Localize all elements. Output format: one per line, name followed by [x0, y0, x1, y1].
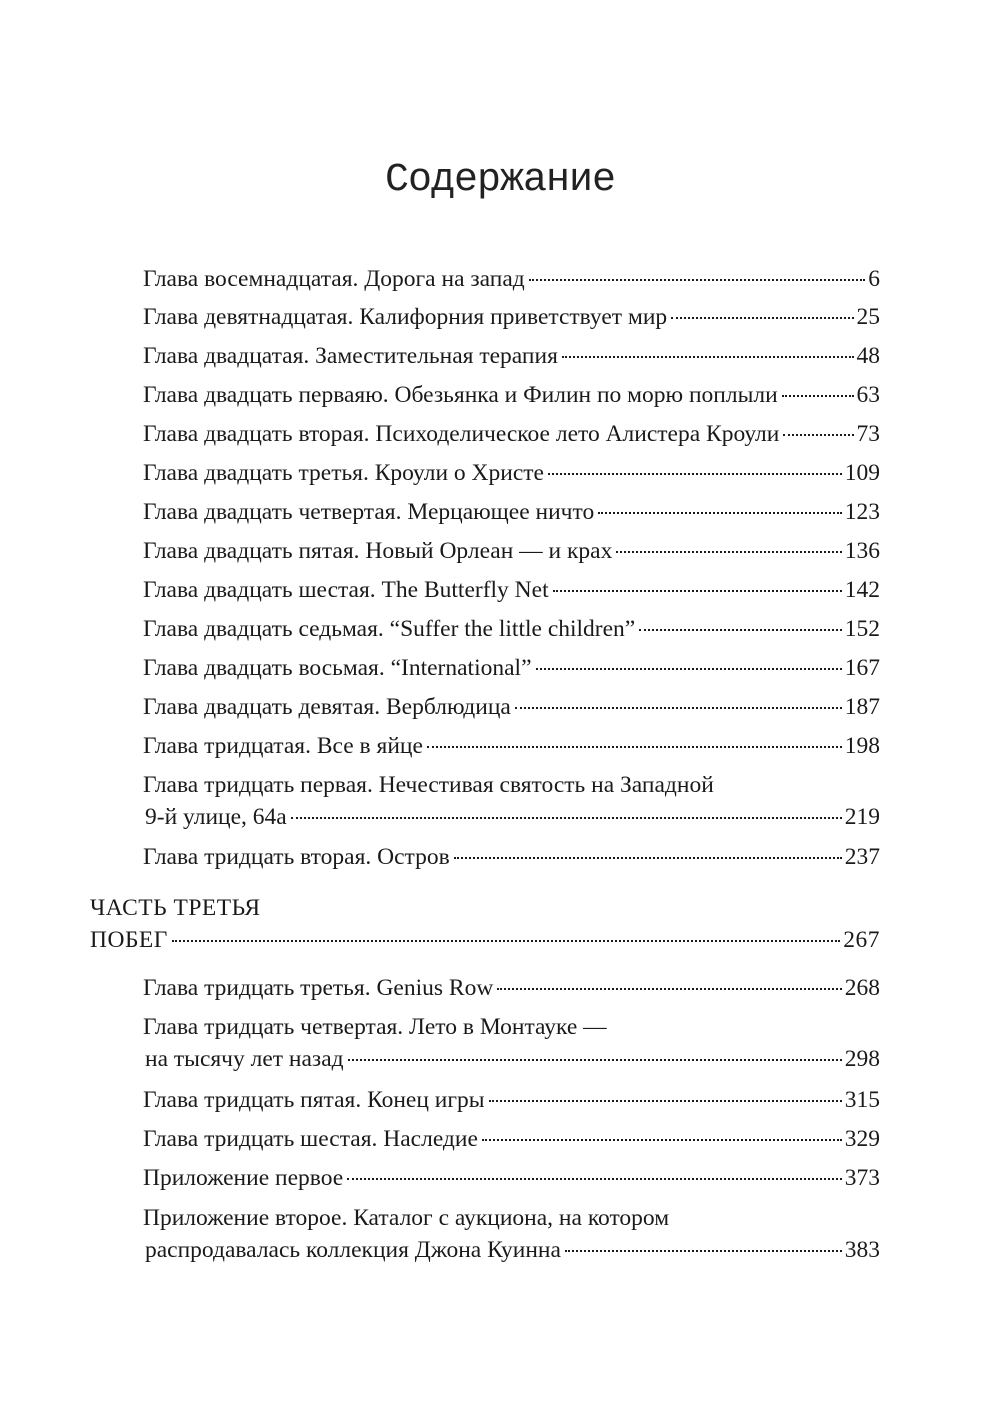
toc-entry-title: Глава двадцать пятая. Новый Орлеан — и крах — [143, 538, 613, 564]
toc-entry-page: 373 — [844, 1165, 880, 1191]
dot-leader — [427, 726, 842, 748]
toc-entry[interactable] — [143, 418, 880, 450]
part-title: ПОБЕГ — [90, 927, 168, 953]
toc-entry-title: Глава тридцатая. Все в яйце — [143, 733, 423, 759]
dot-leader — [565, 1230, 842, 1252]
toc-entry[interactable] — [143, 1084, 880, 1116]
toc-entry-title: Глава двадцать четвертая. Мерцающее ничто — [143, 499, 595, 525]
toc-entry-title: Глава тридцать первая. Нечестивая святость на Западной — [143, 772, 714, 798]
toc-entry-title: Глава двадцать девятая. Верблюдица — [143, 694, 511, 720]
toc-entry[interactable] — [143, 1162, 880, 1194]
toc-entry-page: 136 — [844, 538, 880, 564]
toc-entry-title-continuation: 9-й улице, 64а — [145, 804, 287, 830]
toc-entry[interactable] — [143, 1202, 880, 1266]
toc-entry-page: 142 — [844, 577, 880, 603]
toc-entry-page: 152 — [844, 616, 880, 642]
dot-leader — [489, 1080, 842, 1102]
toc-entry[interactable] — [143, 691, 880, 723]
toc-entry-page: 298 — [844, 1046, 880, 1072]
toc-entry-title-continuation: на тысячу лет назад — [145, 1046, 344, 1072]
toc-entry[interactable] — [143, 769, 880, 833]
toc-entry-page: 237 — [844, 844, 880, 870]
dot-leader — [454, 837, 842, 859]
toc-entry-title: Глава тридцать шестая. Наследие — [143, 1126, 478, 1152]
toc-entry-title: Глава тридцать пятая. Конец игры — [143, 1087, 485, 1113]
toc-entry-title: Глава тридцать вторая. Остров — [143, 844, 450, 870]
toc-entry-page: 123 — [844, 499, 880, 525]
dot-leader — [291, 797, 842, 819]
dot-leader — [536, 648, 842, 670]
toc-entry[interactable] — [143, 613, 880, 645]
dot-leader — [553, 570, 842, 592]
dot-leader — [515, 687, 842, 709]
part-label: ЧАСТЬ ТРЕТЬЯ — [90, 895, 261, 921]
toc-entry[interactable] — [143, 730, 880, 762]
toc-entry-page: 219 — [844, 804, 880, 830]
dot-leader — [482, 1119, 842, 1141]
toc-entry[interactable] — [143, 496, 880, 528]
toc-entry-title: Глава восемнадцатая. Дорога на запад — [143, 266, 525, 292]
toc-entry[interactable] — [143, 1123, 880, 1155]
dot-leader — [639, 609, 842, 631]
toc-entry-title: Глава тридцать четвертая. Лето в Монтауке — — [143, 1014, 607, 1040]
dot-leader — [671, 297, 853, 319]
dot-leader — [548, 453, 842, 475]
toc-entry-page: 73 — [856, 421, 880, 447]
toc-entry-page: 48 — [856, 343, 880, 369]
toc-entry-page: 268 — [844, 975, 880, 1001]
dot-leader — [347, 1158, 842, 1180]
toc-entry[interactable] — [143, 340, 880, 372]
toc-entry-title: Глава тридцать третья. Genius Row — [143, 975, 494, 1001]
page-title: Содержание — [384, 158, 616, 203]
toc-entry[interactable] — [143, 535, 880, 567]
toc-entry-page: 63 — [856, 382, 880, 408]
toc-entry-page: 167 — [844, 655, 880, 681]
part-page: 267 — [843, 927, 880, 953]
toc-entry-title: Глава двадцать седьмая. “Suffer the little children” — [143, 616, 636, 642]
dot-leader — [598, 492, 842, 514]
dot-leader — [783, 414, 853, 436]
toc-entry[interactable] — [143, 457, 880, 489]
dot-leader — [562, 336, 854, 358]
dot-leader — [497, 968, 841, 990]
toc-entry[interactable] — [143, 263, 880, 295]
toc-entry-page: 6 — [868, 266, 880, 292]
dot-leader — [348, 1039, 842, 1061]
toc-entry-title: Глава двадцать вторая. Психоделическое лето Алистера Кроули — [143, 421, 780, 447]
toc-entry-title-continuation: распродавалась коллекция Джона Куинна — [145, 1237, 561, 1263]
part-heading[interactable] — [90, 892, 880, 956]
toc-entry-title: Глава двадцать восьмая. “International” — [143, 655, 532, 681]
dot-leader — [616, 531, 841, 553]
toc-entry[interactable] — [143, 574, 880, 606]
toc-entry-title: Глава двадцать перваяю. Обезьянка и Филин по морю поплыли — [143, 382, 778, 408]
toc-entry-page: 25 — [856, 304, 880, 330]
toc-entry-title: Глава двадцатая. Заместительная терапия — [143, 343, 558, 369]
dot-leader — [529, 259, 866, 281]
toc-entry-title: Глава девятнадцатая. Калифорния приветствует мир — [143, 304, 668, 330]
toc-entry-page: 187 — [844, 694, 880, 720]
toc-entry[interactable] — [143, 301, 880, 333]
dot-leader — [172, 920, 840, 942]
toc-entry-page: 198 — [844, 733, 880, 759]
toc-entry-page: 315 — [844, 1087, 880, 1113]
toc-entry[interactable] — [143, 379, 880, 411]
toc-entry-title: Глава двадцать третья. Кроули о Христе — [143, 460, 544, 486]
toc-entry[interactable] — [143, 841, 880, 873]
toc-entry-title: Приложение второе. Каталог с аукциона, на котором — [143, 1205, 670, 1231]
toc-entry[interactable] — [143, 1011, 880, 1075]
toc-entry[interactable] — [143, 972, 880, 1004]
dot-leader — [782, 375, 854, 397]
toc-entry-title: Глава двадцать шестая. The Butterfly Net — [143, 577, 549, 603]
toc-entry-page: 329 — [844, 1126, 880, 1152]
toc-entry-page: 109 — [844, 460, 880, 486]
toc-entry-page: 383 — [844, 1237, 880, 1263]
toc-entry[interactable] — [143, 652, 880, 684]
toc-entry-title: Приложение первое — [143, 1165, 344, 1191]
